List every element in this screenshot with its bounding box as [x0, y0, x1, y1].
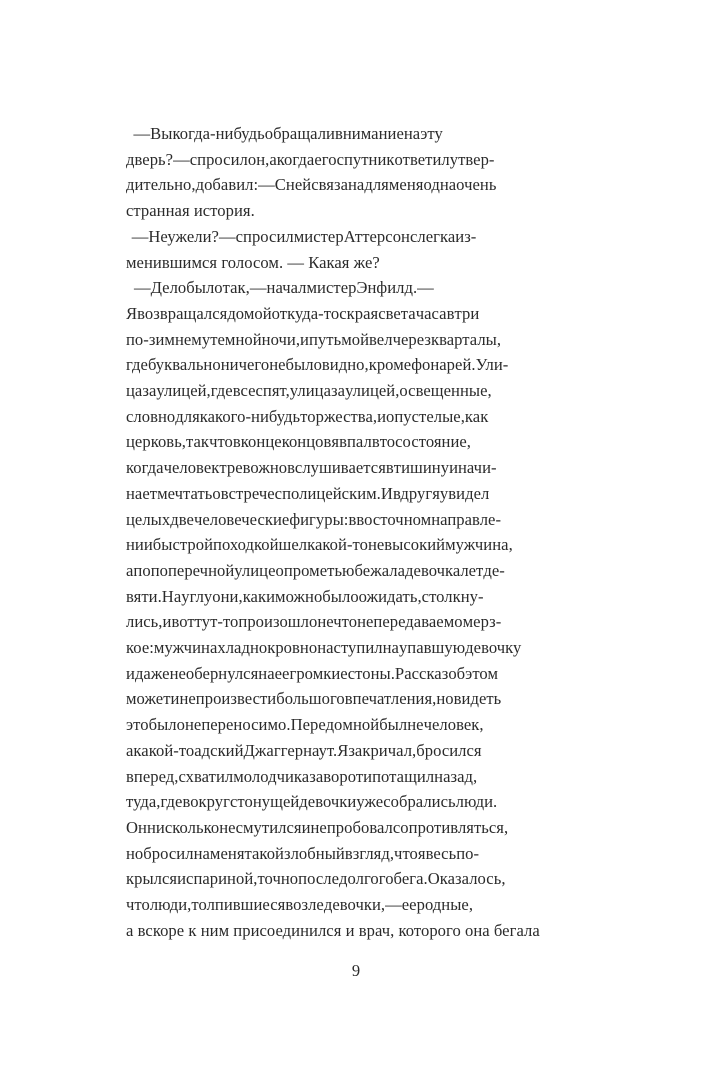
- word: мерз-: [462, 612, 502, 632]
- word: поперечной: [150, 560, 235, 580]
- word: нечто: [317, 612, 358, 632]
- word: торжества,: [300, 406, 378, 426]
- word: —: [133, 124, 151, 143]
- word: ней: [285, 175, 312, 195]
- word: шел: [278, 535, 308, 555]
- word: а: [126, 560, 134, 580]
- word: не: [310, 817, 327, 837]
- word: эту: [420, 124, 443, 143]
- word: для: [364, 175, 389, 195]
- text-line: [126, 584, 586, 610]
- word: —: [173, 149, 190, 169]
- word: Дело: [150, 278, 187, 298]
- word: концов: [281, 432, 332, 452]
- word: люди.: [455, 792, 498, 812]
- word: путь: [308, 329, 342, 349]
- text-line: [126, 764, 586, 790]
- word: уже: [356, 792, 384, 812]
- word: —: [258, 175, 275, 195]
- word: но: [436, 689, 454, 709]
- word: когда: [276, 149, 315, 169]
- text-line: [126, 455, 586, 481]
- word: столкну-: [421, 586, 484, 606]
- word: церковь,: [126, 432, 187, 452]
- word: обращали: [264, 124, 335, 143]
- word: человеческие: [193, 509, 290, 529]
- text-line: [126, 738, 586, 764]
- word: света: [378, 303, 416, 323]
- word: утвер-: [449, 149, 495, 169]
- text-line: [126, 429, 586, 455]
- word: одна: [423, 175, 457, 195]
- word: не: [179, 689, 196, 709]
- word: На: [161, 586, 182, 606]
- word: было: [148, 715, 185, 735]
- word: кое:: [126, 638, 154, 658]
- word: начи-: [458, 458, 497, 478]
- word: нисколько: [146, 817, 220, 837]
- word: для: [175, 406, 200, 426]
- paragraph-indent: [126, 275, 134, 301]
- word: девочки,: [323, 895, 386, 915]
- word: вслушивается: [287, 458, 386, 478]
- word: испариной,: [177, 869, 258, 889]
- text-line: [126, 815, 586, 841]
- word: не: [407, 715, 424, 735]
- word: ожидать,: [358, 586, 422, 606]
- word: ее: [274, 663, 290, 683]
- word: вяти.: [126, 586, 162, 606]
- word: схватил: [178, 766, 234, 786]
- word: Передо: [290, 715, 343, 735]
- text-line: [126, 507, 586, 533]
- word: а: [269, 149, 277, 169]
- word: опустелые,: [386, 406, 465, 426]
- word: спросил: [235, 226, 294, 246]
- word: не: [169, 663, 186, 683]
- word: возле: [285, 895, 324, 915]
- word: опрометью: [275, 560, 355, 580]
- word: за: [142, 381, 157, 401]
- word: и: [266, 586, 276, 606]
- word: начал: [266, 278, 307, 298]
- word: кроме: [368, 355, 412, 375]
- word: три: [454, 303, 480, 323]
- word: фонарей.: [411, 355, 476, 375]
- word: лет: [460, 560, 484, 580]
- word: было: [285, 355, 322, 375]
- word: Аттерсон: [343, 226, 410, 246]
- word: улицей,: [345, 381, 400, 401]
- word: Рассказ: [394, 663, 449, 683]
- word: возвращался: [137, 303, 228, 323]
- word: бега.: [393, 869, 428, 889]
- word: крылся: [126, 869, 178, 889]
- word: нает: [126, 483, 158, 503]
- text-line: [126, 558, 586, 584]
- word: —: [249, 278, 267, 298]
- word: И: [380, 483, 393, 503]
- word: бросился: [416, 740, 482, 760]
- word: даже: [134, 663, 170, 683]
- word: походкой: [213, 535, 279, 555]
- word: толпившиеся: [191, 895, 286, 915]
- word: такой: [244, 843, 284, 863]
- word: из-: [455, 226, 477, 246]
- word: целых: [126, 509, 171, 529]
- word: можно: [275, 586, 323, 606]
- word: связана: [311, 175, 365, 195]
- word: этом: [465, 663, 499, 683]
- word: нии: [126, 535, 153, 555]
- text-line: [126, 172, 586, 198]
- word: когда-нибудь: [172, 124, 265, 143]
- word: освещенные,: [399, 381, 492, 401]
- word: большого: [276, 689, 345, 709]
- word: какой-то: [133, 740, 195, 760]
- word: видеть: [453, 689, 502, 709]
- word: ворот: [323, 766, 364, 786]
- word: в: [446, 303, 455, 323]
- word: Он: [126, 817, 147, 837]
- word: а: [126, 740, 134, 760]
- word: через: [392, 329, 431, 349]
- word: и: [449, 458, 458, 478]
- word: девочка: [405, 560, 461, 580]
- word: встрече: [220, 483, 275, 503]
- text-line: а вскоре к ним присоединился и врач, которого она бегала: [126, 920, 540, 940]
- word: улица: [289, 381, 332, 401]
- word: о: [212, 483, 221, 503]
- paragraph: [126, 224, 586, 275]
- word: ца: [126, 381, 143, 401]
- word: домой: [227, 303, 272, 323]
- word: я: [331, 432, 340, 452]
- text-line: [126, 609, 586, 635]
- word: что: [126, 895, 150, 915]
- word: добавил:: [195, 175, 259, 195]
- word: словно: [126, 406, 176, 426]
- word: наступил: [317, 638, 383, 658]
- word: —: [131, 226, 149, 246]
- word: в: [232, 432, 241, 452]
- word: впечатления,: [344, 689, 437, 709]
- word: —: [218, 226, 236, 246]
- paragraph: [126, 121, 586, 224]
- word: туда,: [126, 792, 161, 812]
- word: девочки: [299, 792, 357, 812]
- word: какого-нибудь: [199, 406, 301, 426]
- word: направле-: [431, 509, 502, 529]
- word: —: [385, 895, 402, 915]
- text-line: [126, 352, 586, 378]
- word: спят,: [255, 381, 290, 401]
- word: улицей,: [156, 381, 211, 401]
- word: тревожно: [219, 458, 288, 478]
- word: меня: [209, 843, 245, 863]
- word: и: [377, 406, 387, 426]
- word: очень: [456, 175, 497, 195]
- text-line: [126, 121, 586, 147]
- word: и: [300, 329, 309, 349]
- word: пробовал: [326, 817, 393, 837]
- word: на: [403, 124, 421, 143]
- word: на: [258, 663, 275, 683]
- word: когда: [126, 458, 164, 478]
- word: непереносимо.: [184, 715, 291, 735]
- word: мой: [341, 329, 370, 349]
- word: может: [126, 689, 171, 709]
- word: был: [379, 715, 408, 735]
- text-line: странная история.: [126, 201, 255, 221]
- text-line: [126, 789, 586, 815]
- word: родные,: [416, 895, 474, 915]
- word: вдруг: [392, 483, 433, 503]
- word: и: [162, 612, 172, 632]
- word: часа: [415, 303, 447, 323]
- word: в: [385, 458, 394, 478]
- word: откуда-то: [271, 303, 340, 323]
- word: стонущей: [230, 792, 300, 812]
- word: но: [126, 843, 144, 863]
- word: две: [170, 509, 194, 529]
- paragraph: [126, 275, 586, 943]
- word: вперед,: [126, 766, 179, 786]
- word: где: [126, 355, 148, 375]
- word: ничего: [220, 355, 270, 375]
- word: как: [242, 586, 267, 606]
- word: злобный: [283, 843, 345, 863]
- word: громкие: [289, 663, 348, 683]
- word: точно: [257, 869, 299, 889]
- word: де-: [483, 560, 505, 580]
- word: человек,: [423, 715, 484, 735]
- word: увидел: [439, 483, 490, 503]
- text-line: [126, 224, 586, 250]
- word: молодчика: [233, 766, 310, 786]
- word: Ули-: [475, 355, 509, 375]
- word: об: [448, 663, 466, 683]
- word: невысокий: [367, 535, 446, 555]
- word: углу: [181, 586, 213, 606]
- word: бежала: [354, 560, 406, 580]
- word: мистер: [306, 278, 357, 298]
- word: тишину: [393, 458, 450, 478]
- word: не: [269, 355, 286, 375]
- word: дительно,: [126, 175, 196, 195]
- word: тут-то: [194, 612, 239, 632]
- word: мужчина: [153, 638, 218, 658]
- page-number: 9: [351, 961, 361, 980]
- word: с: [274, 483, 283, 503]
- word: вот: [171, 612, 195, 632]
- word: люди,: [149, 895, 192, 915]
- word: ночи,: [261, 329, 301, 349]
- word: и: [363, 766, 373, 786]
- word: —: [133, 278, 151, 298]
- text-line: [126, 532, 586, 558]
- word: за: [331, 381, 346, 401]
- word: обернулся: [185, 663, 259, 683]
- text-line: [126, 481, 586, 507]
- word: конце: [240, 432, 282, 452]
- word: девочку: [465, 638, 522, 658]
- word: на: [382, 638, 399, 658]
- word: слегка: [409, 226, 456, 246]
- text-line: [126, 147, 586, 173]
- text-line: [126, 378, 586, 404]
- word: Неужели?: [148, 226, 219, 246]
- word: мной: [342, 715, 380, 735]
- word: его: [314, 149, 337, 169]
- word: за: [309, 766, 324, 786]
- word: что: [209, 432, 233, 452]
- word: стоны.: [347, 663, 395, 683]
- word: внимание: [334, 124, 404, 143]
- word: назад,: [434, 766, 478, 786]
- word: Я: [126, 303, 138, 323]
- text-line: менившимся голосом. — Какая же?: [126, 252, 380, 272]
- word: потащил: [372, 766, 435, 786]
- word: закричал,: [348, 740, 417, 760]
- word: Энфилд.: [356, 278, 418, 298]
- word: и: [126, 663, 135, 683]
- word: дверь?: [126, 149, 174, 169]
- word: буквально: [147, 355, 221, 375]
- text-line: [126, 661, 586, 687]
- word: и: [301, 817, 311, 837]
- word: лись,: [126, 612, 163, 632]
- word: хладнокровно: [217, 638, 318, 658]
- text-line: [126, 866, 586, 892]
- word: мужчина,: [445, 535, 513, 555]
- word: —: [417, 278, 434, 298]
- word: ее: [401, 895, 417, 915]
- word: восточном: [356, 509, 432, 529]
- word: С: [274, 175, 286, 195]
- word: спутник: [336, 149, 395, 169]
- word: бросил: [143, 843, 194, 863]
- word: так,: [222, 278, 250, 298]
- word: видно,: [321, 355, 369, 375]
- text-line: [126, 712, 586, 738]
- word: Я: [337, 740, 349, 760]
- word: кварталы,: [430, 329, 502, 349]
- word: по-: [456, 843, 480, 863]
- word: с: [339, 303, 347, 323]
- word: где: [210, 381, 233, 401]
- word: по: [133, 560, 151, 580]
- word: состояние,: [395, 432, 472, 452]
- word: было: [322, 586, 359, 606]
- word: вокруг: [182, 792, 230, 812]
- word: темной: [210, 329, 262, 349]
- word: произвести: [195, 689, 277, 709]
- word: после: [298, 869, 340, 889]
- word: вел: [369, 329, 393, 349]
- word: смутился: [235, 817, 302, 837]
- word: меня: [388, 175, 424, 195]
- word: собрались: [383, 792, 456, 812]
- word: упавшую: [398, 638, 466, 658]
- word: я: [432, 483, 440, 503]
- word: адский: [194, 740, 244, 760]
- word: взгляд,: [344, 843, 395, 863]
- word: так: [186, 432, 210, 452]
- word: мистер: [293, 226, 344, 246]
- word: то: [379, 432, 396, 452]
- word: впал: [339, 432, 372, 452]
- word: и: [170, 689, 180, 709]
- word: сопротивляться,: [392, 817, 509, 837]
- word: произошло: [238, 612, 318, 632]
- word: какой-то: [307, 535, 368, 555]
- word: что: [394, 843, 418, 863]
- word: в: [371, 432, 380, 452]
- word: они,: [212, 586, 243, 606]
- text-line: [126, 841, 586, 867]
- word: как: [464, 406, 489, 426]
- word: быстрой: [152, 535, 214, 555]
- word: долгого: [339, 869, 394, 889]
- text-line: [126, 275, 586, 301]
- word: спросил: [189, 149, 248, 169]
- text-line: [126, 892, 586, 918]
- word: где: [160, 792, 183, 812]
- word: Джаггернаут.: [243, 740, 338, 760]
- text-line: [126, 686, 586, 712]
- word: мечтать: [157, 483, 213, 503]
- word: по-зимнему: [126, 329, 211, 349]
- word: в: [348, 509, 357, 529]
- word: Оказалось,: [427, 869, 506, 889]
- word: все: [232, 381, 256, 401]
- text-line: [126, 635, 586, 661]
- word: полицейским.: [282, 483, 381, 503]
- word: фигуры:: [289, 509, 349, 529]
- page-text-block: [126, 121, 586, 944]
- word: на: [193, 843, 210, 863]
- word: не: [219, 817, 236, 837]
- text-line: [126, 327, 586, 353]
- word: человек: [163, 458, 220, 478]
- word: ответил: [394, 149, 450, 169]
- word: это: [126, 715, 149, 735]
- word: улице: [234, 560, 276, 580]
- word: было: [186, 278, 223, 298]
- word: края: [346, 303, 379, 323]
- word: Вы: [150, 124, 173, 143]
- word: непередаваемо: [357, 612, 463, 632]
- word: я: [417, 843, 426, 863]
- text-line: [126, 404, 586, 430]
- word: он,: [247, 149, 270, 169]
- text-line: [126, 301, 586, 327]
- word: весь: [425, 843, 457, 863]
